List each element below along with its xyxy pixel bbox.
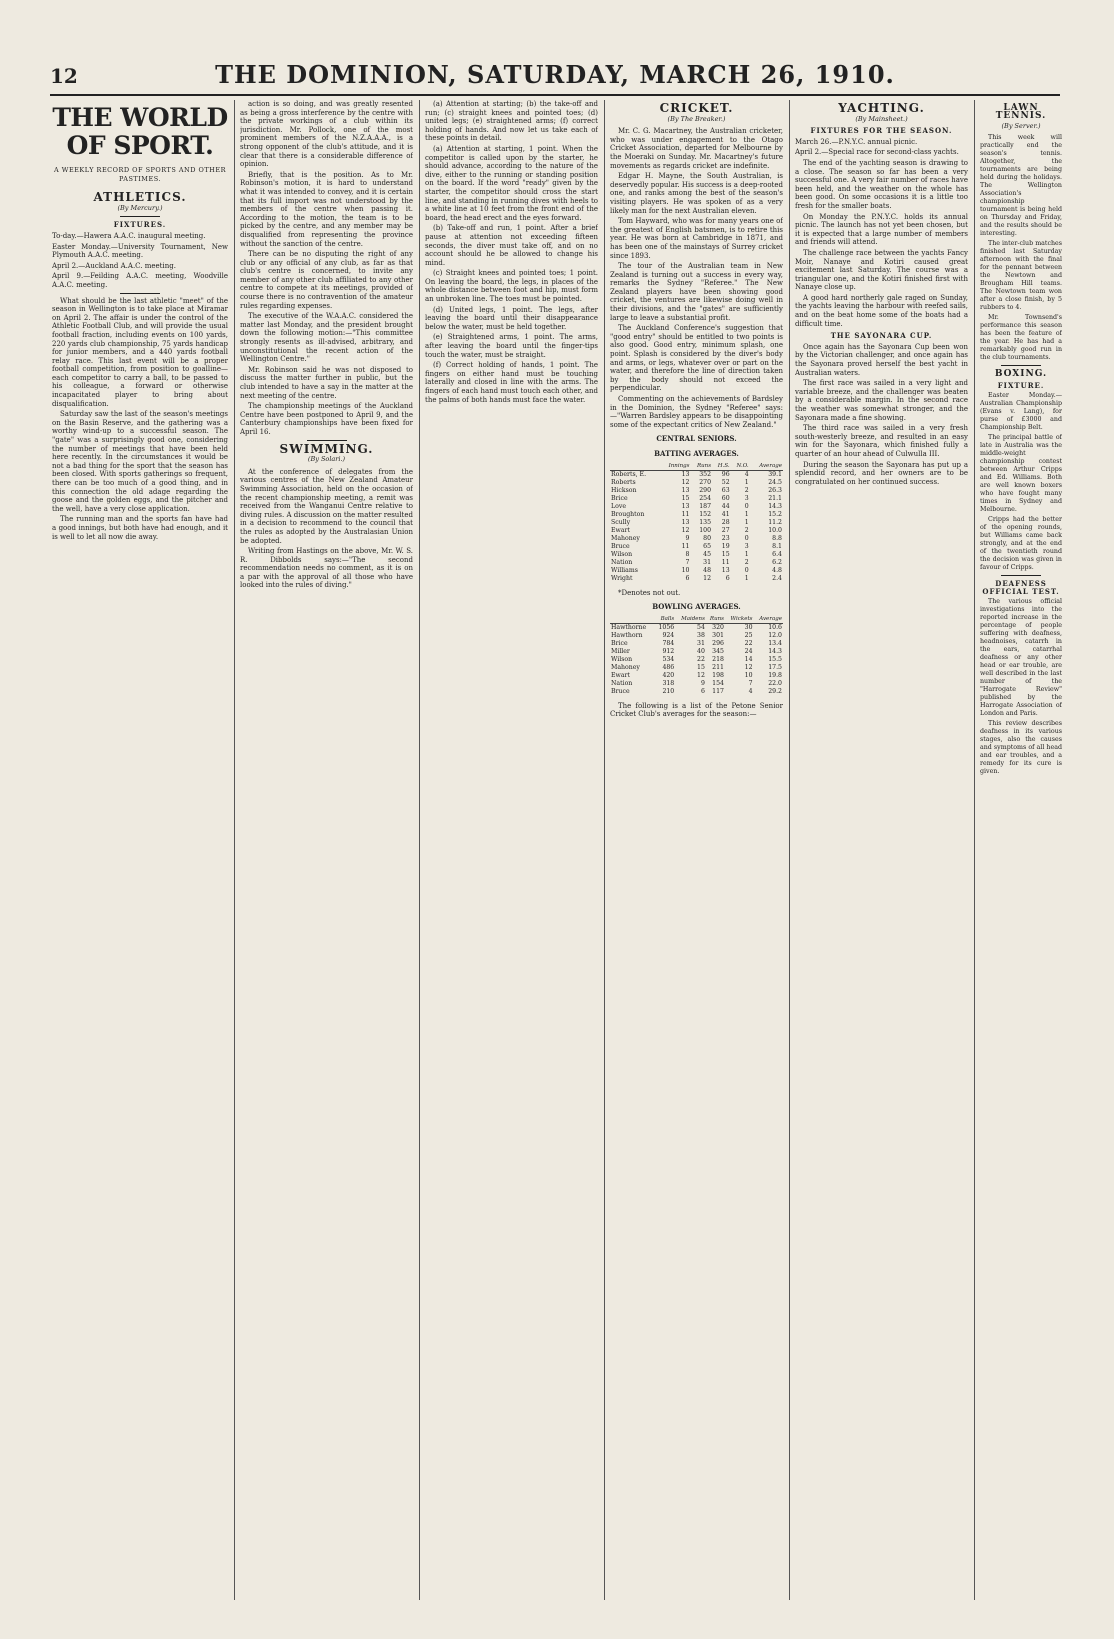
table-row (610, 688, 783, 696)
stat-cell: 60 (721, 494, 730, 502)
lawn-tennis-byline: ( By Server. ) (980, 122, 1062, 130)
article-paragraph: The inter-club matches finished last Saturday afternoon with the final for the pennant between the Newtown and Brougham Hill teams. The Newtown team won after a close finish, by 5 rubbers to 4. (980, 240, 1062, 311)
stat-cell: 210 (662, 687, 675, 695)
column-header: Average (750, 462, 783, 471)
stat-cell: 218 (712, 655, 724, 663)
divider (307, 440, 347, 441)
stat-cell: 0 (744, 534, 749, 542)
stat-cell: 15.5 (768, 655, 782, 663)
player-name-cell: Ewart (611, 526, 630, 534)
article-paragraph: Edgar H. Mayne, the South Australian, is deservedly popular. His success is a deep-rooted one, and ranks among the best of the season's visiting players. He was spoken of as a very likely man for the next Australian eleven. (610, 172, 783, 215)
stat-cell: 211 (712, 663, 724, 671)
player-name-cell: Mahoney (611, 534, 640, 542)
article-paragraph: The end of the yachting season is drawing to a close. The season so far has been a very successful one. A very fair number of races have been held, and the weather on the whole has been good. On some occasions it is a little too fresh for the smaller boats. (795, 158, 968, 210)
lawn-tennis-title: LAWN TENNIS. (995, 103, 1047, 121)
stat-cell: 6 (685, 574, 690, 582)
stat-cell: 63 (721, 486, 730, 494)
article-paragraph: The third race was sailed in a very fresh south-westerly breeze, and resulted in an easy win for the Sayonara, which finished fully a quarter of an hour ahead of Culwulla III. (795, 424, 968, 458)
article-paragraph: During the season the Sayonara has put up a splendid record, and her owners are to be congratulated on her continued success. (795, 460, 968, 486)
article-paragraph: The Auckland Conference's suggestion that "good entry" should be entitled to two points is also good. Good entry, minimum splash, one point. Splash is considered by the diver's body and arms, or legs, whatever over or part on the water, and therefore the line of direction taken by the body should not exceed the perpendicular. (610, 324, 783, 393)
athletics-title: ATHLETICS. (93, 190, 187, 205)
stat-cell: 45 (703, 550, 712, 558)
fixture-item: April 9.—Feilding A.A.C. meeting, Woodville A.A.C. meeting. (52, 272, 228, 289)
stat-cell: 7 (685, 558, 690, 566)
batting-averages-table (610, 462, 783, 583)
article-paragraph: (c) Straight knees and pointed toes; 1 point. On leaving the board, the legs, in places of the whole distance between foot and hip, must form an unbroken line. The toes must be pointed. (425, 269, 598, 304)
column-separator (604, 100, 605, 1600)
stat-cell: 2 (744, 486, 749, 494)
column-header: Runs (706, 615, 725, 624)
player-name-cell: Miller (611, 647, 630, 655)
stat-cell: 135 (699, 518, 712, 526)
stat-cell: 152 (699, 510, 712, 518)
table-row (610, 575, 783, 583)
stat-cell: 65 (703, 542, 712, 550)
stat-cell: 13 (681, 518, 690, 526)
column-header: Balls (654, 615, 675, 624)
stat-cell: 0 (744, 566, 749, 574)
stat-cell: 187 (699, 502, 712, 510)
stat-cell: 198 (712, 671, 724, 679)
stat-cell: 13 (681, 470, 690, 478)
column-header: Runs (690, 462, 712, 471)
table-row (610, 495, 783, 503)
stat-cell: 15 (721, 550, 730, 558)
masthead-title: THE DOMINION, SATURDAY, MARCH 26, 1910. (215, 60, 895, 89)
world-of-sport-tagline: A WEEKLY RECORD OF SPORTS AND OTHER PASTIMES. (54, 166, 226, 183)
table-row (610, 656, 783, 664)
table-row (610, 511, 783, 519)
table-row (610, 648, 783, 656)
article-paragraph: Cripps had the better of the opening rounds, but Williams came back strongly, and at the end of the twentieth round the decision was given in favour of Cripps. (980, 516, 1062, 571)
stat-cell: 11 (681, 510, 690, 518)
stat-cell: 12 (681, 478, 690, 486)
stat-cell: 12 (681, 526, 690, 534)
masthead-rule (50, 94, 1060, 96)
masthead (50, 60, 1060, 90)
world-of-sport-title: THE WORLD OF SPORT. (52, 103, 228, 160)
stat-cell: 22.0 (768, 679, 782, 687)
column-header (610, 615, 654, 624)
article-paragraph: What should be the last athletic "meet" of the season in Wellington is to take place at Miramar on April 2. The affair is under the control of the Athletic Football Club, and will provide the usual football fraction, including events on 100 yards, 220 yards club championship, 75 yards handicap for junior members, and a 440 yards football relay race. This last event will be a proper football competition, from position to goalline—each competitor to carry a ball, to be passed to his colleague, a forward or otherwise incapacitated player to bring about disqualification. (52, 296, 228, 408)
table-row (610, 672, 783, 680)
stat-cell: 1056 (658, 623, 675, 631)
stat-cell: 22 (697, 655, 705, 663)
player-name-cell: Roberts, E. (611, 470, 647, 478)
article-paragraph: The principal battle of late in Australia was the middle-weight championship contest between Arthur Cripps and Ed. Williams. Both are well known boxers who have fought many times in Sydney and Melbourne. (980, 434, 1062, 513)
column-4 (610, 100, 783, 1600)
swimming-byline: ( By Solari. ) (240, 455, 413, 464)
article-paragraph: Once again has the Sayonara Cup been won by the Victorian challenger, and once again has the Sayonara proved herself the best yacht in Australian waters. (795, 342, 968, 377)
stat-cell: 296 (712, 639, 724, 647)
stat-cell: 4.8 (772, 566, 782, 574)
player-name-cell: Hawthorne (611, 623, 647, 631)
stat-cell: 15 (681, 494, 690, 502)
table-row (610, 487, 783, 495)
stat-cell: 1 (744, 518, 749, 526)
stat-cell: 21.1 (768, 494, 782, 502)
stat-cell: 318 (662, 679, 675, 687)
divider (1001, 365, 1041, 366)
stat-cell: 14 (744, 655, 753, 663)
table-row (610, 479, 783, 487)
article-paragraph: This week will practically end the season's tennis. Altogether, the tournaments are being held during the holidays. The Wellington Association's championship tournament is being held on Thursday and Friday, and the results should be interesting. (980, 134, 1062, 237)
article-paragraph: A good hard northerly gale raged on Sunday, the yachts leaving the harbour with reefed sails, and on the beat home some of the boats had a difficult time. (795, 293, 968, 328)
stat-cell: 14.3 (768, 502, 782, 510)
article-paragraph: (e) Straightened arms, 1 point. The arms, after leaving the board until the finger-tips touch the water, must be straight. (425, 333, 598, 359)
stat-cell: 24.5 (768, 478, 782, 486)
stat-cell: 44 (721, 502, 730, 510)
column-separator (234, 100, 235, 1600)
stat-cell: 924 (662, 631, 675, 639)
stat-cell: 270 (699, 478, 712, 486)
stat-cell: 2 (744, 526, 749, 534)
article-paragraph: action is so doing, and was greatly resented as being a gross interference by the centre with the private workings of a club within its jurisdiction. Mr. Pollock, one of the most prominent members of the N.Z.A.A.A., is a strong opponent of the club's attitude, and it is clear that there is a considerable difference of opinion. (240, 100, 413, 169)
player-name-cell: Broughton (611, 510, 645, 518)
stat-cell: 0 (744, 502, 749, 510)
stat-cell: 15.2 (768, 510, 782, 518)
stat-cell: 534 (662, 655, 675, 663)
stat-cell: 15 (697, 663, 705, 671)
stat-cell: 40 (697, 647, 705, 655)
table-row (610, 640, 783, 648)
article-paragraph: Mr. Robinson said he was not disposed to discuss the matter further in public, but the club intended to have a say in the matter at the next meeting of the centre. (240, 365, 413, 400)
stat-cell: 154 (712, 679, 724, 687)
column-6 (980, 100, 1062, 1600)
player-name-cell: Mahoney (611, 663, 640, 671)
stat-cell: 6 (700, 687, 705, 695)
stat-cell: 96 (721, 470, 730, 478)
player-name-cell: Brice (611, 494, 628, 502)
article-paragraph: At the conference of delegates from the various centres of the New Zealand Amateur Swimming Association, held on the occasion of the recent championship meeting, a remit was received from the Wanganui Centre relative to diving rules. A discussion on the matter resulted in a decision to recommend to the council that the rules as adopted by the Australasian Union be adopted. (240, 467, 413, 545)
stat-cell: 10.0 (768, 526, 782, 534)
stat-cell: 10 (744, 671, 753, 679)
table-row (610, 559, 783, 567)
stat-cell: 3 (744, 542, 749, 550)
article-paragraph: The first race was sailed in a very light and variable breeze, and the challenger was beaten by a considerable margin. In the second race the weather was somewhat stronger, and the Sayonara made a fine showing. (795, 379, 968, 422)
stat-cell: 13.4 (768, 639, 782, 647)
column-3 (425, 100, 598, 1600)
column-2 (240, 100, 413, 1600)
stat-cell: 8 (685, 550, 690, 558)
table-row (610, 632, 783, 640)
article-paragraph: Tom Hayward, who was for many years one of the greatest of English batsmen, is to retire this year. He was born at Cambridge in 1871, and has been one of the mainstays of Surrey cricket since 1893. (610, 217, 783, 260)
stat-cell: 10.6 (768, 623, 782, 631)
table-header-row (610, 615, 783, 624)
batting-averages-title: BATTING AVERAGES. (654, 448, 739, 458)
senior-note: The following is a list of the Petone Senior Cricket Club's averages for the season:— (610, 701, 783, 719)
batting-note: *Denotes not out. (618, 588, 681, 597)
article-paragraph: The tour of the Australian team in New Zealand is turning out a success in every way, remarks the Sydney "Referee." The New Zealand players have been showing good cricket, the ventures are likewise doing well in their divisions, and the "gates" are sufficiently large to leave a substantial profit. (610, 262, 783, 322)
stat-cell: 41 (721, 510, 730, 518)
player-name-cell: Bruce (611, 687, 630, 695)
yachting-byline: ( By Mainsheet. ) (795, 115, 968, 124)
bowling-averages-title: BOWLING AVERAGES. (652, 602, 741, 612)
stat-cell: 12.0 (768, 631, 782, 639)
stat-cell: 6 (725, 574, 730, 582)
stat-cell: 12 (703, 574, 712, 582)
swimming-title: SWIMMING. (279, 441, 374, 456)
page-number: 12 (50, 64, 78, 88)
stat-cell: 28 (721, 518, 730, 526)
stat-cell: 117 (712, 687, 724, 695)
player-name-cell: Love (611, 502, 626, 510)
stat-cell: 9 (685, 534, 690, 542)
player-name-cell: Brice (611, 639, 628, 647)
table-row (610, 503, 783, 511)
article-paragraph: There can be no disputing the right of any club or any official of any club, as far as that club's centre is concerned, to invite any member of any other club affiliated to any other centre to compete at its meetings, provided of course there is no contravention of the amateur rules regarding expenses. (240, 250, 413, 310)
stat-cell: 12 (697, 671, 705, 679)
divider (1001, 575, 1041, 576)
player-name-cell: Wright (611, 574, 633, 582)
player-name-cell: Roberts (611, 478, 636, 486)
article-paragraph: (d) United legs, 1 point. The legs, after leaving the board until their disappearance below the water, must be held together. (425, 305, 598, 331)
player-name-cell: Nation (611, 679, 633, 687)
stat-cell: 80 (703, 534, 712, 542)
player-name-cell: Nation (611, 558, 633, 566)
stat-cell: 6.4 (772, 550, 782, 558)
column-separator (419, 100, 420, 1600)
article-paragraph: (f) Correct holding of hands, 1 point. The fingers on either hand must be touching laterally and closed in line with the arms. The fingers of each hand must touch each other, and the palms of both hands must face the water. (425, 361, 598, 404)
fixture-item: April 2.—Special race for second-class yachts. (795, 148, 959, 157)
stat-cell: 8.8 (772, 534, 782, 542)
stat-cell: 2 (744, 558, 749, 566)
player-name-cell: Ewart (611, 671, 630, 679)
stat-cell: 320 (712, 623, 724, 631)
athletics-fixtures (52, 232, 228, 290)
boxing-fixture: Easter Monday.—Australian Championship (Evans v. Lang), for purse of £3000 and Championship Belt. (980, 392, 1062, 431)
stat-cell: 352 (699, 470, 712, 478)
column-header: Wickets (725, 615, 754, 624)
article-paragraph: The challenge race between the yachts Fancy Moir, Nanaye and Kotiri caused great excitement last Saturday. The course was a triangular one, and the Kotiri finished first with Nanaye close up. (795, 248, 968, 292)
stat-cell: 7 (748, 679, 753, 687)
column-separator (974, 100, 975, 1600)
stat-cell: 1 (744, 478, 749, 486)
stat-cell: 254 (699, 494, 712, 502)
article-paragraph: Mr. C. G. Macartney, the Australian cricketer, who was under engagement to the Otago Cricket Association, departed for Melbourne by the Moeraki on Sunday. Mr. Macartney's future movements as regards cricket are indefinite. (610, 127, 783, 170)
table-row (610, 527, 783, 535)
stat-cell: 4 (744, 470, 749, 478)
player-name-cell: Hawthorn (611, 631, 643, 639)
column-header: Maidens (675, 615, 706, 624)
divider (120, 216, 160, 217)
article-paragraph: The various official investigations into the reported increase in the percentage of people suffering with deafness, headnoises, catarrh in the ears, catarrhal deafness or any other head or ear trouble, are well described in the last number of the "Harrogate Review" published by the Harrogate Association of London and Paris. (980, 598, 1062, 717)
player-name-cell: Hickson (611, 486, 637, 494)
player-name-cell: Scully (611, 518, 631, 526)
boxing-title: BOXING. (994, 369, 1048, 379)
stat-cell: 31 (703, 558, 712, 566)
player-name-cell: Wilson (611, 655, 633, 663)
article-paragraph: On Monday the P.N.Y.C. holds its annual picnic. The launch has not yet been chosen, but it is expected that a large number of members and friends will attend. (795, 212, 968, 247)
stat-cell: 23 (721, 534, 730, 542)
table-row (610, 680, 783, 688)
stat-cell: 1 (744, 510, 749, 518)
stat-cell: 420 (662, 671, 675, 679)
stat-cell: 13 (681, 502, 690, 510)
stat-cell: 11 (681, 542, 690, 550)
stat-cell: 912 (662, 647, 675, 655)
article-paragraph: Writing from Hastings on the above, Mr. W. S. R. Dibbolds says:—"The second recommendation needs no comment, as it is on a par with the approval of all those who have looked into the rules of diving." (240, 547, 413, 590)
table-row (610, 664, 783, 672)
article-paragraph: The running man and the sports fan have had a good innings, but both have had enough, and it is well to let all now die away. (52, 515, 228, 541)
stat-cell: 1 (744, 550, 749, 558)
stat-cell: 13 (681, 486, 690, 494)
stat-cell: 10 (681, 566, 690, 574)
article-paragraph: This review describes deafness in its various stages, also the causes and symptoms of all head and ear troubles, and a remedy for its cure is given. (980, 720, 1062, 775)
stat-cell: 11.2 (768, 518, 782, 526)
table-row (610, 623, 783, 632)
stat-cell: 48 (703, 566, 712, 574)
stat-cell: 54 (697, 623, 705, 631)
article-paragraph: (b) Take-off and run, 1 point. After a brief pause at attention not exceeding fifteen seconds, the diver must take off, and on no account should he be allowed to change his mind. (425, 224, 598, 267)
stat-cell: 345 (712, 647, 724, 655)
central-seniors-heading: CENTRAL SENIORS. (656, 434, 737, 444)
stat-cell: 1 (744, 574, 749, 582)
fixture-item: Easter Monday.—University Tournament, New Plymouth A.A.C. meeting. (52, 242, 228, 260)
fixture-item: To-day.—Hawera A.A.C. inaugural meeting. (52, 231, 206, 240)
fixture-item: April 2.—Auckland A.A.C. meeting. (52, 261, 176, 270)
stat-cell: 19.8 (768, 671, 782, 679)
column-header: Average (754, 615, 783, 624)
column-header: Innings (660, 462, 691, 471)
stat-cell: 39.1 (768, 470, 782, 478)
article-paragraph: (a) Attention at starting; (b) the take-off and run; (c) straight knees and pointed toes; (d) united legs; (e) straightened arms; (f) correct holding of hands. And now let us take each of these points in detail. (425, 100, 598, 143)
fixture-item: March 26.—P.N.Y.C. annual picnic. (795, 137, 918, 146)
table-row (610, 519, 783, 527)
table-header-row (610, 462, 783, 471)
stat-cell: 52 (721, 478, 730, 486)
stat-cell: 22 (744, 639, 753, 647)
yachting-fixtures (795, 138, 968, 157)
stat-cell: 30 (744, 623, 753, 631)
stat-cell: 27 (721, 526, 730, 534)
stat-cell: 784 (662, 639, 675, 647)
yachting-fixtures-head: FIXTURES FOR THE SEASON. (810, 126, 953, 136)
column-header: H.S. (712, 462, 731, 471)
table-row (610, 567, 783, 575)
stat-cell: 24 (744, 647, 753, 655)
cricket-byline: ( By The Breaker. ) (610, 115, 783, 124)
stat-cell: 11 (721, 558, 730, 566)
player-name-cell: Bruce (611, 542, 630, 550)
stat-cell: 100 (699, 526, 712, 534)
stat-cell: 301 (712, 631, 724, 639)
stat-cell: 12 (744, 663, 753, 671)
article-paragraph: Mr. Townsend's performance this season has been the feature of the year. He has had a remarkably good run in the club tournaments. (980, 314, 1062, 361)
article-paragraph: Commenting on the achievements of Bardsley in the Dominion, the Sydney "Referee" says:—"Warren Bardsley appears to be disappointing some of the expectant critics of New Zealand." (610, 395, 783, 429)
stat-cell: 290 (699, 486, 712, 494)
article-paragraph: (a) Attention at starting, 1 point. When the competitor is called upon by the starter, he should advance, according to the nature of the dive, either to the running or standing position on the board. If the word "ready" given by the starter, the competitor should cross the start line, and standing in running dives with heels to a white line at 10 feet from the front end of the board, the head erect and the eyes forward. (425, 144, 598, 222)
stat-cell: 2.4 (772, 574, 782, 582)
boxing-fixture-head: FIXTURE. (997, 381, 1045, 390)
article-paragraph: The championship meetings of the Auckland Centre have been postponed to April 9, and the Canterbury championships have been fixed for April 16. (240, 402, 413, 436)
column-1 (52, 100, 228, 1600)
stat-cell: 13 (721, 566, 730, 574)
stat-cell: 14.3 (768, 647, 782, 655)
sayonara-cup-head: THE SAYONARA CUP. (830, 331, 933, 341)
player-name-cell: Williams (611, 566, 638, 574)
stat-cell: 17.5 (768, 663, 782, 671)
batting-table-body (610, 470, 783, 583)
stat-cell: 3 (744, 494, 749, 502)
deafness-title: DEAFNESS OFFICIAL TEST. (982, 579, 1060, 596)
stat-cell: 38 (697, 631, 705, 639)
article-paragraph: The executive of the W.A.A.C. considered the matter last Monday, and the president brought down the following motion:—"This committee strongly resents as ill-advised, arbitrary, and unconstitutional the recent action of the Wellington Centre." (240, 312, 413, 364)
yachting-title: YACHTING. (838, 101, 925, 115)
table-row (610, 551, 783, 559)
bowling-table-body (610, 623, 783, 696)
stat-cell: 25 (744, 631, 753, 639)
column-5 (795, 100, 968, 1600)
player-name-cell: Wilson (611, 550, 633, 558)
table-row (610, 543, 783, 551)
stat-cell: 29.2 (768, 687, 782, 695)
table-row (610, 535, 783, 543)
stat-cell: 8.1 (772, 542, 782, 550)
stat-cell: 4 (748, 687, 753, 695)
stat-cell: 6.2 (772, 558, 782, 566)
table-row (610, 470, 783, 479)
column-header: N.O. (731, 462, 750, 471)
cricket-title: CRICKET. (659, 101, 734, 115)
stat-cell: 26.3 (768, 486, 782, 494)
stat-cell: 486 (662, 663, 675, 671)
stat-cell: 31 (697, 639, 705, 647)
article-paragraph: Saturday saw the last of the season's meetings on the Basin Reserve, and the gathering was a worthy wind-up to a successful season. The "gate" was a surprisingly good one, considering the number of meetings that have been held here recently. In the circumstances it would be not a bad thing for the sport that the season has been closed. With sports gatherings so frequent, there can be too much of a good thing, and in this connection the old adage regarding the goose and the golden eggs, and the pitcher and the well, have a very close application. (52, 410, 228, 513)
stat-cell: 9 (700, 679, 705, 687)
stat-cell: 19 (721, 542, 730, 550)
article-paragraph: Briefly, that is the position. As to Mr. Robinson's motion, it is hard to understand what it was intended to convey, and it is certain that its full import was not understood by the members of the centre when passing it. According to the motion, the team is to be picked by the centre, and any member may be disqualified from representing the province without the sanction of the centre. (240, 170, 413, 248)
athletics-fixtures-head: FIXTURES. (113, 220, 167, 230)
divider (120, 293, 160, 294)
athletics-byline: ( By Mercury. ) (52, 204, 228, 213)
bowling-averages-table (610, 615, 783, 696)
column-separator (789, 100, 790, 1600)
column-header (610, 462, 660, 471)
